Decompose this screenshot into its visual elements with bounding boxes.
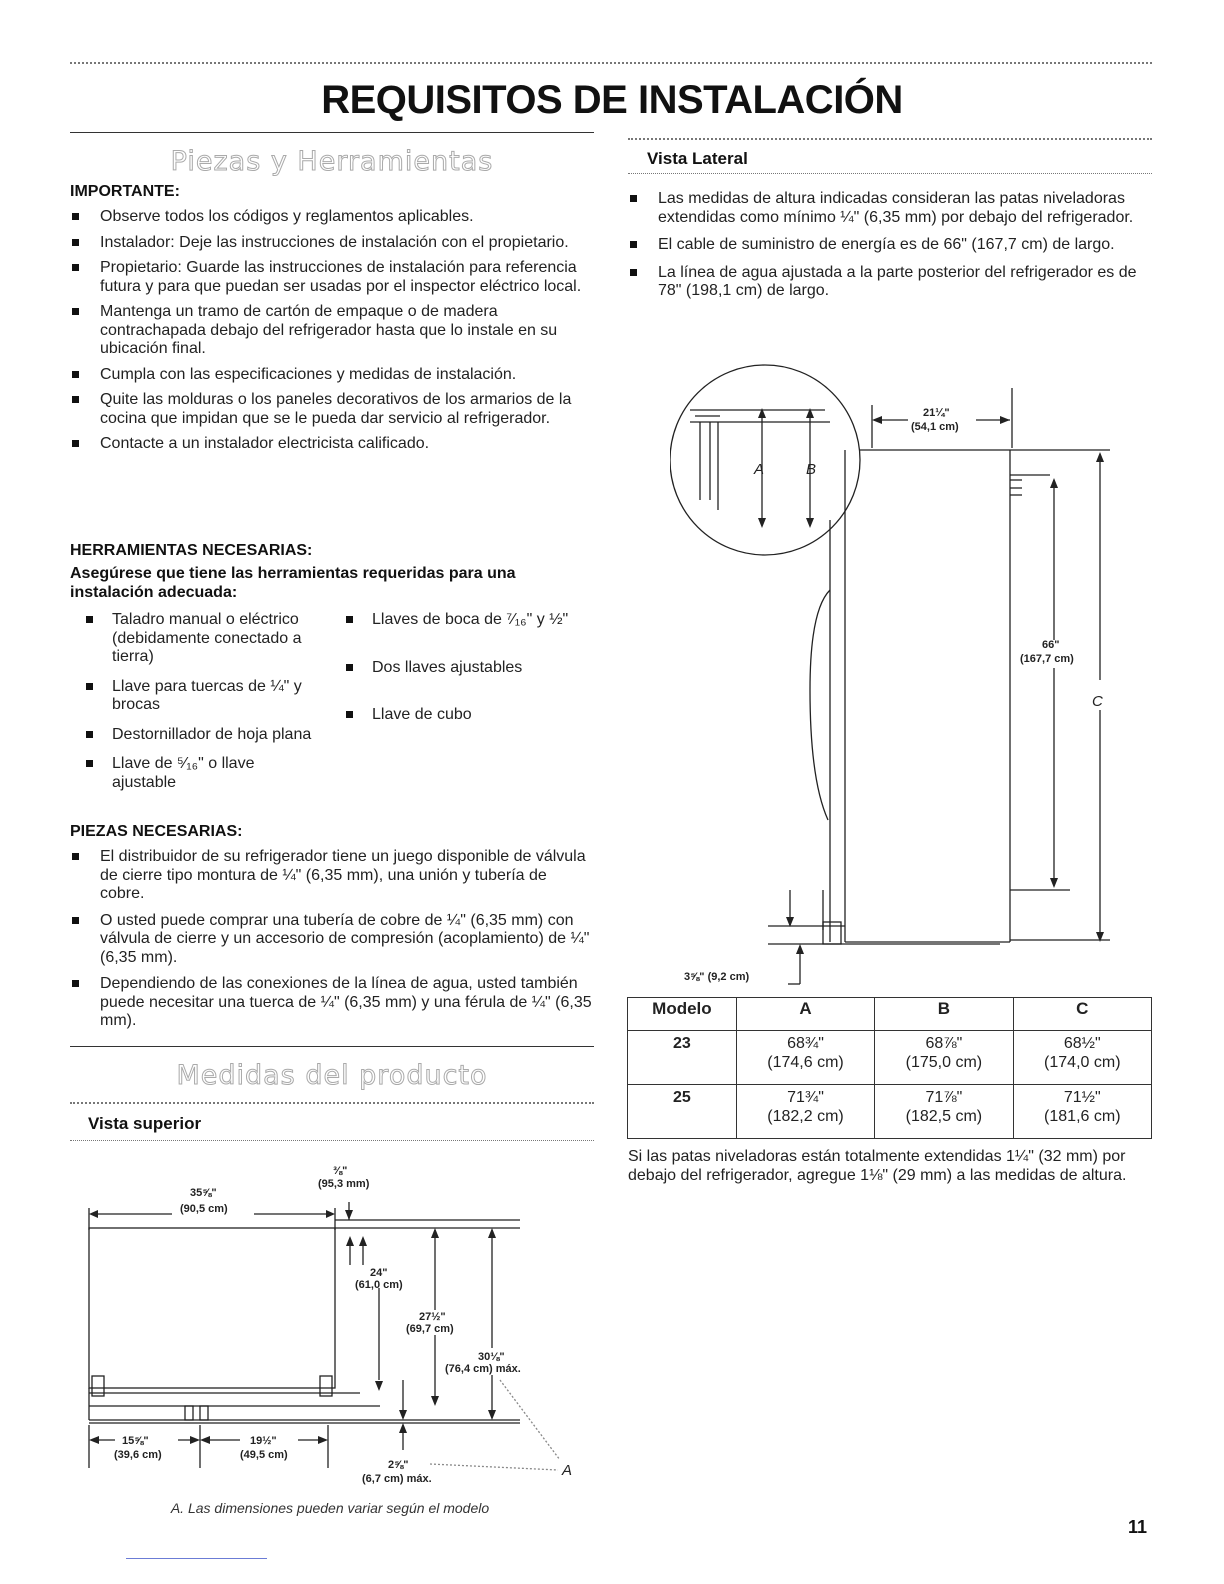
list-item: Llave para tuercas de ¼" y brocas: [86, 678, 316, 715]
cell-b: 68⅞" (175,0 cm): [875, 1031, 1013, 1085]
clearance-in: 2⅝": [388, 1459, 409, 1471]
door-handle: [810, 590, 830, 820]
list-item: Mantenga un tramo de cartón de empaque o de madera contrachapada debajo del refrigerador hasta que lo instale en su ubicación final.: [70, 303, 595, 359]
height-note: Si las patas niveladoras están totalmente extendidas 1¼" (32 mm) por debajo del refrigerador, agregue 1⅛" (29 mm) a las medidas de altura.: [628, 1148, 1127, 1184]
depth-24-cm: (61,0 cm): [355, 1279, 403, 1291]
door-thickness-mm: (95,3 mm): [318, 1178, 370, 1190]
cord-length-in: 66": [1042, 639, 1060, 651]
page-number: 11: [1128, 1517, 1148, 1537]
list-item: Destornillador de hoja plana: [86, 726, 316, 745]
list-item: O usted puede comprar una tubería de cobre de ¼" (6,35 mm) con válvula de cierre y un accesorio de compresión (acoplamiento) de ¼" (6,35 mm).: [70, 912, 595, 968]
table-row: [628, 1085, 1152, 1139]
section-rule: [70, 132, 594, 133]
vista-lateral-label: Vista Lateral: [647, 149, 748, 168]
right-door-cm: (49,5 cm): [240, 1449, 288, 1461]
dotted-rule: [628, 173, 1152, 174]
list-item: Propietario: Guarde las instrucciones de instalación para referencia futura y para que puedan ser usadas por el inspector eléctrico local.: [70, 259, 595, 296]
vista-lateral-list: [628, 190, 1148, 308]
importante-label: IMPORTANTE:: [70, 183, 180, 200]
section-rule: [70, 1046, 594, 1047]
list-item: Observe todos los códigos y reglamentos aplicables.: [70, 208, 595, 227]
list-item: El cable de suministro de energía es de 66" (167,7 cm) de largo.: [628, 236, 1148, 255]
footer-rule: [126, 1558, 267, 1559]
section-heading-piezas: Piezas y Herramientas: [170, 146, 494, 177]
list-item: Contacte a un instalador electricista calificado.: [70, 435, 595, 454]
figure-caption: A. Las dimensiones pueden variar según el modelo: [170, 1500, 490, 1516]
herramientas-label: HERRAMIENTAS NECESARIAS:: [70, 542, 313, 559]
dimensions-table: [627, 997, 1152, 1139]
list-item: Las medidas de altura indicadas consideran las patas niveladoras extendidas como mínimo ¼" (6,35 mm) por debajo del refrigerador.: [628, 190, 1148, 227]
cell-a: 71¾" (182,2 cm): [736, 1085, 874, 1139]
depth-30-in: 30⅛": [478, 1351, 505, 1363]
label-c: C: [1092, 693, 1103, 710]
table-header-row: [628, 998, 1152, 1031]
list-item: Quite las molduras o los paneles decorativos de los armarios de la cocina que impidan que se le pueda dar servicio al refrigerador.: [70, 391, 595, 428]
list-item: Llaves de boca de ⁷⁄₁₆" y ½": [346, 611, 586, 630]
dotted-rule: [70, 1140, 594, 1141]
clearance-cm: (6,7 cm) máx.: [362, 1473, 432, 1485]
dotted-rule: [628, 138, 1152, 140]
top-view-diagram: [70, 1150, 590, 1500]
list-item: Llave de ⁵⁄₁₆" o llave ajustable: [86, 755, 316, 792]
depth-in: 21¼": [923, 407, 950, 419]
tools-list-col1: [86, 611, 316, 799]
col-modelo: Modelo: [628, 998, 737, 1031]
dotted-rule: [70, 1102, 594, 1104]
list-item: Instalador: Deje las instrucciones de instalación con el propietario.: [70, 234, 595, 253]
leg-height: 3⅝" (9,2 cm): [684, 971, 750, 983]
section-heading-medidas: Medidas del producto: [176, 1060, 488, 1091]
cell-c: 68½" (174,0 cm): [1013, 1031, 1151, 1085]
width-in: 35⅝": [190, 1187, 217, 1199]
detail-circle: [670, 365, 860, 555]
right-door-in: 19½": [250, 1435, 277, 1447]
list-item: Taladro manual o eléctrico (debidamente conectado a tierra): [86, 611, 316, 667]
vista-superior-label: Vista superior: [88, 1114, 202, 1133]
depth-cm: (54,1 cm): [911, 421, 959, 433]
label-a: A: [754, 461, 765, 478]
tools-list-col2: [346, 611, 586, 732]
list-item: Dos llaves ajustables: [346, 659, 586, 678]
list-item: El distribuidor de su refrigerador tiene un juego disponible de válvula de cierre tipo montura de ¼" (6,35 mm), una unión y tubería de cobre.: [70, 848, 595, 904]
piezas-label: PIEZAS NECESARIAS:: [70, 823, 243, 840]
list-item: Llave de cubo: [346, 706, 586, 725]
depth-30-cm: (76,4 cm) máx.: [445, 1363, 521, 1375]
left-door-cm: (39,6 cm): [114, 1449, 162, 1461]
cell-model: 23: [628, 1031, 737, 1085]
depth-27-in: 27½": [419, 1311, 446, 1323]
col-a: A: [736, 998, 874, 1031]
col-b: B: [875, 998, 1013, 1031]
cell-c: 71½" (181,6 cm): [1013, 1085, 1151, 1139]
top-dotted-rule: [70, 62, 1152, 64]
cabinet-outline: [89, 1228, 335, 1388]
cord-length-cm: (167,7 cm): [1020, 653, 1074, 665]
list-item: Dependiendo de las conexiones de la línea de agua, usted también puede necesitar una tuerca de ¼" (6,35 mm) y una férula de ¼" (6,35 mm).: [70, 975, 595, 1031]
door-thickness-in: ⅜": [333, 1165, 348, 1177]
side-view-diagram: [670, 350, 1160, 990]
depth-27-cm: (69,7 cm): [406, 1323, 454, 1335]
label-b: B: [806, 461, 817, 478]
left-door-in: 15⅝": [122, 1435, 149, 1447]
cell-b: 71⅞" (182,5 cm): [875, 1085, 1013, 1139]
list-item: La línea de agua ajustada a la parte posterior del refrigerador es de 78" (198,1 cm) de largo.: [628, 264, 1148, 301]
piezas-list: [70, 848, 595, 1038]
herramientas-intro: Asegúrese que tiene las herramientas requeridas para una instalación adecuada:: [70, 565, 516, 601]
depth-24-in: 24": [370, 1267, 388, 1279]
width-cm: (90,5 cm): [180, 1203, 228, 1215]
callout-a: A: [562, 1462, 573, 1479]
table-row: [628, 1031, 1152, 1085]
list-item: Cumpla con las especificaciones y medidas de instalación.: [70, 366, 595, 385]
cell-a: 68¾" (174,6 cm): [736, 1031, 874, 1085]
importante-list: [70, 208, 595, 461]
col-c: C: [1013, 998, 1151, 1031]
cell-model: 25: [628, 1085, 737, 1139]
page-title: REQUISITOS DE INSTALACIÓN: [321, 78, 903, 122]
